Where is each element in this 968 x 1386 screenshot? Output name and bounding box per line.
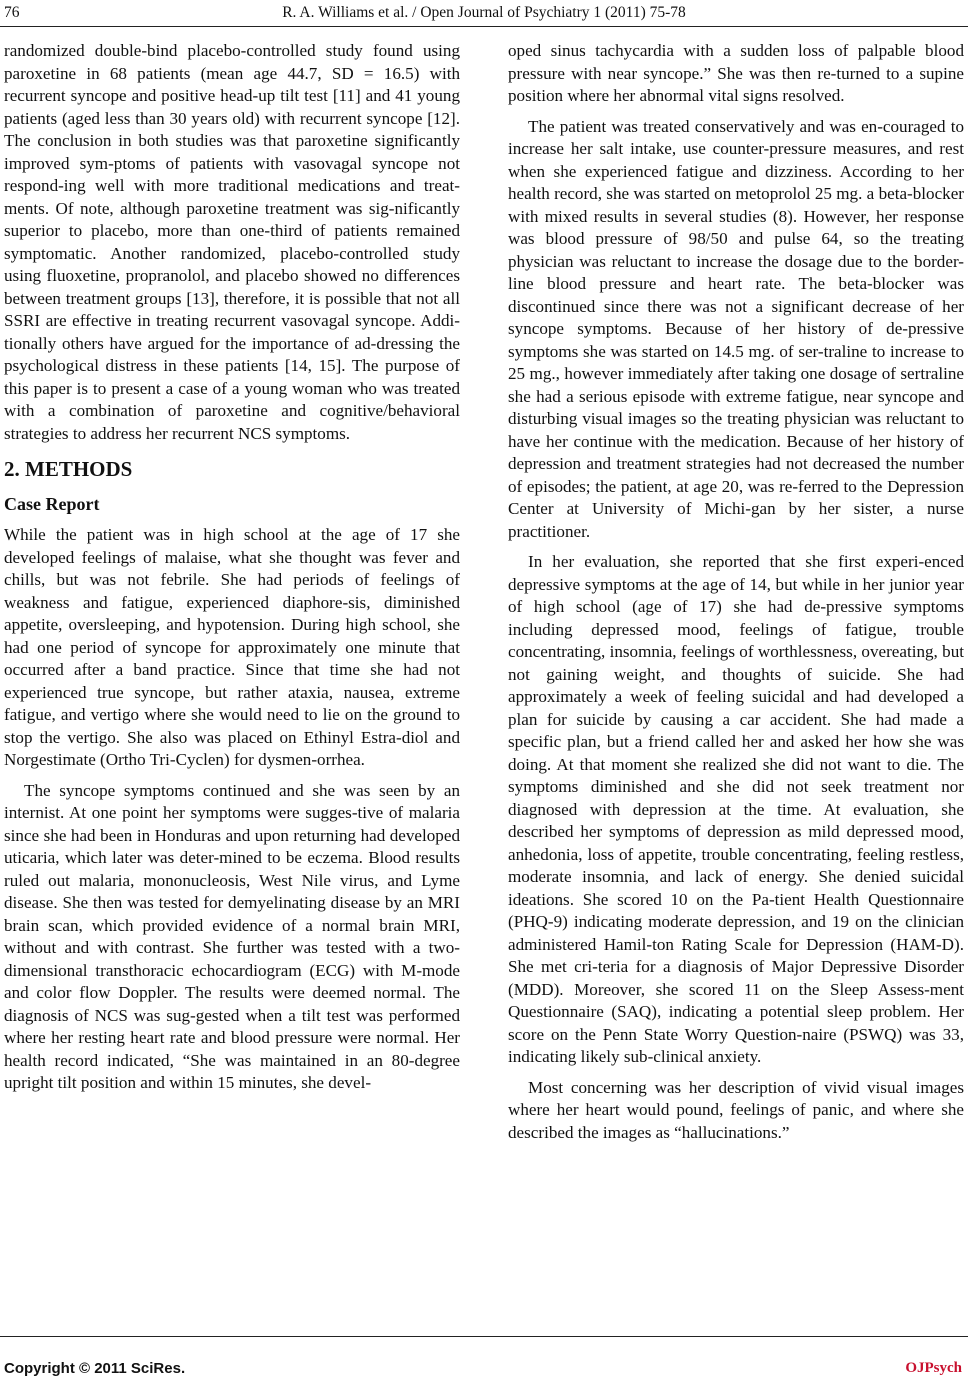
section-heading: 2. METHODS xyxy=(4,457,133,481)
paragraph: randomized double-bind placebo-controlled study found using paroxetine in 68 patients (mean age 44.7, SD = 16.5) with recurrent syncope and positive head-up tilt test [11] and 41 young patients (aged less than 30 years old) with recurrent syncope [12]. The conclusion in both studies was that paroxetine significantly improved sym-ptoms of patients with vasovagal syncope not respond-ing well with more traditional medications and treat-ments. Of note, although paroxetine treatment was sig-nificantly superior to placebo, more than one-third of patients remained symptomatic. Another randomized, placebo-controlled study using fluoxetine, propranolol, and placebo showed no differences between treatment groups [13], therefore, it is possible that not all SSRI are effective in treating recurrent vasovagal syncope. Addi-tionally others have argued for the importance of ad-dressing the psychological distress in these patients [14, 15]. The purpose of this paper is to present a case of a young woman who was treated with a combination of paroxetine and cognitive/behavioral strategies to address her recurrent NCS symptoms. xyxy=(4,41,460,443)
right-column xyxy=(508,40,964,1152)
left-column xyxy=(4,40,460,1103)
paragraph: While the patient was in high school at the age of 17 she developed feelings of malaise, what she thought was fever and chills, but was not febrile. She had periods of feelings of weakness and fatigue, experienced diaphore-sis, diminished appetite, oversleeping, and hypotension. During high school, she had one period of syncope for approximately one minute that occurred after a band practice. Since that time she had not experienced true syncope, but rather ataxia, nausea, extreme fatigue, and vertigo where she would need to lie on the ground to stop the vertigo. She also was placed on Ethinyl Estra-diol and Norgestimate (Ortho Tri-Cyclen) for dysmen-orrhea. xyxy=(4,525,460,769)
paragraph: Most concerning was her description of vivid visual images where her heart would pound, feelings of panic, and where she described the images as “hallucinations.” xyxy=(508,1077,964,1142)
paragraph: The syncope symptoms continued and she was seen by an internist. At one point her symptoms were sugges-tive of malaria since she had been in Honduras and upon returning had developed uticaria, which later was deter-mined to be eczema. Blood results ruled out malaria, mononucleosis, West Nile virus, and Lyme disease. She then was tested for demyelinating disease by an MRI brain scan, which provided evidence of a normal brain MRI, without and with contrast. She further was tested with a two-dimensional transthoracic echocardiogram (ECG) with M-mode and color flow Doppler. The results were deemed normal. The diagnosis of NCS was sug-gested when a tilt test was performed where her resting heart rate and blood pressure were normal. Her health record indicated, “She was maintained in an 80-degree upright tilt position and within 15 minutes, she devel- xyxy=(4,780,460,1092)
paragraph: oped sinus tachycardia with a sudden loss of palpable blood pressure with near syncope.” She was then re-turned to a supine position where her abnormal vital signs resolved. xyxy=(508,41,964,105)
page-header xyxy=(0,0,968,28)
copyright-notice: Copyright © 2011 SciRes. xyxy=(4,1360,186,1377)
page-number: 76 xyxy=(4,4,20,21)
footer-rule xyxy=(0,1336,968,1337)
header-rule xyxy=(0,26,968,27)
paragraph: The patient was treated conservatively and was en-couraged to increase her salt intake, use counter-pressure measures, and rest when she experienced fatigue and dizziness. According to her health record, she was started on metoprolol 25 mg. a beta-blocker with mixed results in several studies (8). However, her response was blood pressure of 98/50 and pulse 64, so the treating physician was reluctant to increase the dosage due to the border-line blood pressure and heart rate. The beta-blocker was discontinued since there was not a significant decrease of her syncope symptoms. Because of her history of de-pressive symptoms she was started on 14.5 mg. of ser-traline to increase to 25 mg., however immediately after taking one dosage of sertraline she had a serious episode with extreme fatigue, near syncope and disturbing visual images so the treating physician was reluctant to have her continue with the medication. Because of her history of depression and treatment strategies had not decreased the number of episodes; the patient, at age 20, was re-ferred to the Depression Center at University of Michi-gan by her sister, a nurse practitioner. xyxy=(508,116,964,541)
running-title: R. A. Williams et al. / Open Journal of Psychiatry 1 (2011) 75-78 xyxy=(282,4,686,21)
page-footer xyxy=(0,1336,968,1377)
paragraph: In her evaluation, she reported that she first experi-enced depressive symptoms at the age of 14, but while in her junior year of high school (age of 17) she had de-pressive symptoms including depressed mood, feelings of fatigue, trouble concentrating, insomnia, feelings of worthlessness, overeating, but not gaining weight, and thoughts of suicide. She had approximately a week of feeling suicidal and had developed a plan for suicide by causing a car accident. She had made a specific plan, but a friend called her and asked her how she was doing. At that moment she realized she did not want to die. The symptoms diminished and she did not seek treatment nor diagnosed with depression at the time. At evaluation, she described her symptoms of depression as mild depressed mood, anhedonia, loss of appetite, trouble concentrating, feeling restless, moderate insomnia, and lack of energy. She denied suicidal ideations. She scored 10 on the Pa-tient Health Questionnaire (PHQ-9) indicating moderate depression, and 19 on the clinician administered Hamil-ton Rating Scale for Depression (HAM-D). She met cri-teria for a diagnosis of Major Depressive Disorder (MDD). Moreover, she scored 11 on the Sleep Assess-ment Questionnaire (SAQ), indicating a potential sleep problem. Her score on the Penn State Worry Question-naire (PSWQ) was 33, indicating likely sub-clinical anxiety. xyxy=(508,552,964,1066)
subsection-heading: Case Report xyxy=(4,494,100,514)
journal-abbreviation: OJPsych xyxy=(905,1360,962,1376)
